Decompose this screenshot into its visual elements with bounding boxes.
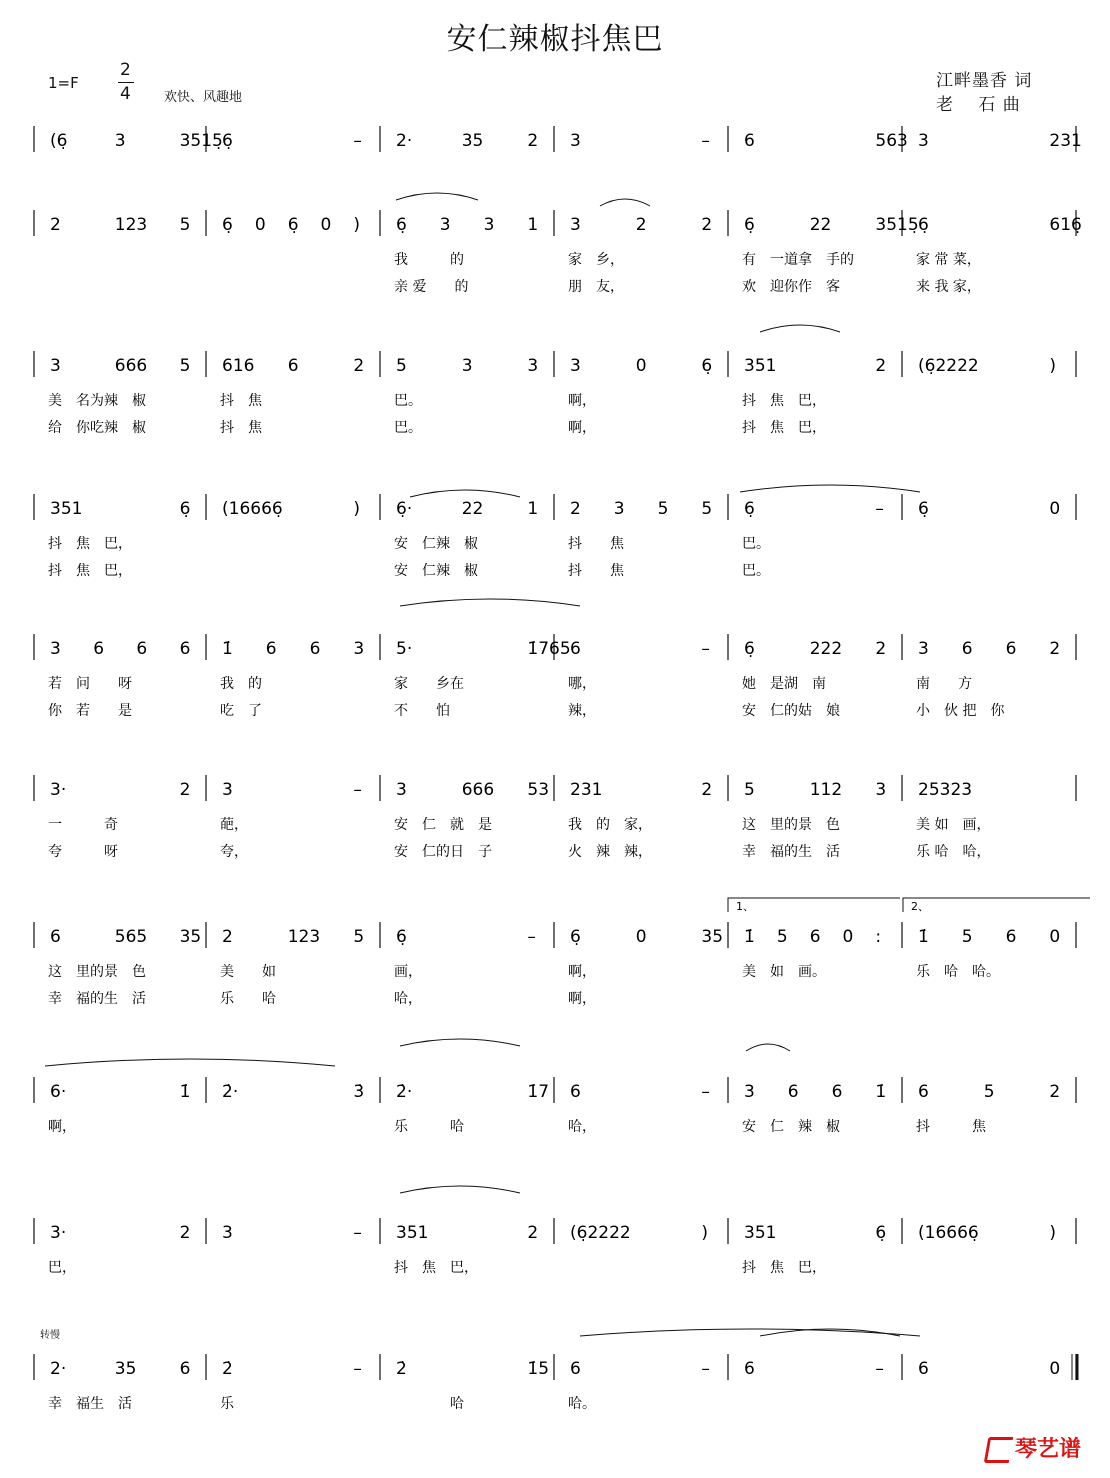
lyric-text: 美 如 画， <box>916 817 991 833</box>
note-group: 6̣ <box>875 1223 887 1243</box>
note-group: 0 <box>320 215 332 235</box>
note-group: 6 <box>179 1359 191 1379</box>
note-group: 6̣ <box>179 499 191 519</box>
lyric-text: 安 仁辣 椒 <box>394 536 478 552</box>
note-group: 231 <box>1049 131 1082 151</box>
note-group: 5 <box>657 499 669 519</box>
note-group: – <box>701 131 710 151</box>
note-group: 3 <box>222 780 233 800</box>
note-group: 35 <box>461 131 484 151</box>
note-group: 222 <box>809 639 843 659</box>
note-group: 2· <box>50 1359 67 1379</box>
lyric-text: 哈， <box>568 1119 596 1135</box>
note-group: (6̣2222 <box>570 1223 631 1243</box>
note-group: 6 <box>1005 639 1017 659</box>
note-group: 1 <box>527 215 539 235</box>
lyric-text: 吃 了 <box>220 703 262 719</box>
note-group: 2̇· <box>396 1082 413 1102</box>
note-group: 3 <box>570 215 581 235</box>
ritardando-marking: 转慢 <box>40 1330 60 1341</box>
note-group: 2 <box>50 215 61 235</box>
watermark-logo <box>986 1432 1081 1463</box>
lyric-text: 朋 友， <box>568 279 624 295</box>
note-group: 6 <box>309 639 321 659</box>
lyric-text: 家 乡， <box>568 252 624 268</box>
note-group: 5· <box>396 639 413 659</box>
note-group: 3 <box>570 356 581 376</box>
note-group: 6 <box>744 1359 755 1379</box>
lyric-text: 我 的 <box>394 252 464 268</box>
note-group: 6̣ <box>396 927 407 947</box>
note-group: 6 <box>136 639 148 659</box>
note-group: 5 <box>776 927 788 947</box>
note-group: 666 <box>461 780 495 800</box>
note-group: 351 <box>744 1223 777 1243</box>
lyric-text: 巴， <box>48 1260 76 1276</box>
lyric-text: 抖 焦 巴， <box>48 536 132 552</box>
note-group: 6 <box>179 639 191 659</box>
note-group: : <box>875 927 882 947</box>
lyric-text: 乐 哈 <box>394 1119 464 1135</box>
slur <box>400 1186 520 1193</box>
lyricist-credit: 江畔墨香 词 <box>936 71 1033 91</box>
note-group: 6 <box>1005 927 1017 947</box>
key-signature: 1=F <box>48 74 79 92</box>
note-group: 2 <box>527 1223 539 1243</box>
note-group: 35 <box>701 927 724 947</box>
note-group: 6 <box>787 1082 799 1102</box>
note-group: 5 <box>701 499 713 519</box>
lyric-text: 乐 哈 哈， <box>916 844 991 860</box>
lyric-text: 乐 <box>220 1396 234 1412</box>
lyric-text: 哈 <box>394 1396 464 1412</box>
note-group: 35 <box>179 927 202 947</box>
note-group: 5 <box>961 927 973 947</box>
lyric-text: 幸 福的生 活 <box>48 991 146 1007</box>
lyric-text: 啊， <box>568 393 596 409</box>
note-group: – <box>353 780 362 800</box>
note-group: 35 <box>114 1359 137 1379</box>
note-group: 6 <box>265 639 277 659</box>
note-group: 2 <box>179 1223 191 1243</box>
note-group: 2 <box>701 780 713 800</box>
lyric-text: 安 仁的日 子 <box>394 844 492 860</box>
slur <box>580 1329 920 1336</box>
note-group: 1̇ <box>744 927 755 947</box>
note-group: 0 <box>842 927 854 947</box>
note-group: 25323 <box>918 780 973 800</box>
note-group: – <box>701 1082 710 1102</box>
note-group: – <box>353 1359 362 1379</box>
note-group: 351 <box>396 1223 429 1243</box>
volta-label-1: 1、 <box>736 900 754 913</box>
note-group: 6 <box>570 1359 581 1379</box>
lyric-text: 葩， <box>220 817 248 833</box>
lyric-text: 一 奇 <box>48 817 118 833</box>
note-group: 3515̣ <box>179 131 223 151</box>
note-group: 0 <box>635 356 647 376</box>
note-group: 3 <box>461 356 473 376</box>
note-group: (16666̣ <box>222 499 283 519</box>
note-group: 6 <box>93 639 105 659</box>
note-group: 6̣ <box>570 927 581 947</box>
note-group: 3 <box>353 639 365 659</box>
note-group: 563 <box>875 131 908 151</box>
lyric-text: 乐 哈 哈。 <box>916 964 1000 980</box>
note-group: 6 <box>570 1082 581 1102</box>
note-group: (6̣ <box>50 131 68 151</box>
note-group: 231 <box>570 780 603 800</box>
lyric-text: 我 的 <box>220 676 262 692</box>
slur <box>410 490 520 497</box>
note-group: 3 <box>875 780 887 800</box>
slur <box>740 485 920 492</box>
slur <box>396 193 478 200</box>
lyric-text: 夸， <box>220 844 248 860</box>
note-group: – <box>701 1359 710 1379</box>
note-group: 6 <box>809 927 821 947</box>
lyric-text: 幸 福的生 活 <box>742 844 840 860</box>
note-group: ) <box>701 1223 709 1243</box>
lyric-text: 抖 焦 <box>220 393 262 409</box>
lyric-text: 幸 福生 活 <box>48 1396 132 1412</box>
lyric-text: 给 你吃辣 椒 <box>48 420 146 436</box>
lyric-text: 有 一道拿 手的 <box>742 252 854 268</box>
note-group: 53 <box>527 780 550 800</box>
note-group: 2 <box>701 215 713 235</box>
note-group: 3515̣ <box>875 215 919 235</box>
note-group: 1̇7 <box>527 1082 550 1102</box>
note-group: 5 <box>396 356 407 376</box>
lyric-text: 来 我 家， <box>916 279 981 295</box>
note-group: 2̇ <box>222 1359 233 1379</box>
note-group: 1 <box>527 499 539 519</box>
note-group: 3 <box>396 780 407 800</box>
note-group: ) <box>353 499 361 519</box>
note-group: 3 <box>439 215 451 235</box>
note-group: 6 <box>831 1082 843 1102</box>
note-group: 6 <box>918 1359 929 1379</box>
note-group: 123 <box>287 927 321 947</box>
lyric-text: 这 里的景 色 <box>742 817 840 833</box>
note-group: – <box>875 499 884 519</box>
note-group: 351 <box>744 356 777 376</box>
note-group: 616 <box>222 356 255 376</box>
note-group: 22 <box>809 215 832 235</box>
note-group: 6̣ <box>222 215 233 235</box>
slur <box>746 1044 790 1051</box>
lyric-text: 哪， <box>568 676 596 692</box>
note-group: 6̣ <box>701 356 713 376</box>
note-group: 3 <box>918 131 929 151</box>
note-group: 3· <box>50 780 67 800</box>
note-group: (16666̣ <box>918 1223 979 1243</box>
note-group: 2 <box>222 927 233 947</box>
note-group: 0 <box>635 927 647 947</box>
lyric-text: 辣， <box>568 703 596 719</box>
note-group: 1̇765 <box>527 639 571 659</box>
note-group: 6 <box>287 356 299 376</box>
lyric-text: 若 问 呀 <box>48 676 132 692</box>
note-group: 6 <box>50 927 61 947</box>
slur <box>400 599 580 606</box>
note-group: 1̇ <box>875 1082 887 1102</box>
note-group: 5 <box>983 1082 995 1102</box>
note-group: 6 <box>744 131 755 151</box>
note-group: 2 <box>875 356 887 376</box>
note-group: 6̣ <box>287 215 299 235</box>
note-group: 565 <box>114 927 148 947</box>
lyric-text: 啊， <box>568 991 596 1007</box>
lyric-text: 啊， <box>568 964 596 980</box>
note-group: 2 <box>527 131 539 151</box>
note-group: 6̣· <box>396 499 413 519</box>
note-group: 3 <box>744 1082 755 1102</box>
lyric-text: 巴。 <box>742 563 770 579</box>
lyric-text: 这 里的景 色 <box>48 964 146 980</box>
lyric-text: 画， <box>394 964 422 980</box>
note-group: 666 <box>114 356 148 376</box>
lyric-text: 乐 哈 <box>220 991 276 1007</box>
note-group: 1̇5 <box>527 1359 550 1379</box>
lyric-text: 巴。 <box>394 420 422 436</box>
note-group: 22 <box>461 499 484 519</box>
slur <box>45 1059 335 1066</box>
lyric-text: 美 名为辣 椒 <box>48 393 146 409</box>
lyric-text: 啊， <box>568 420 596 436</box>
note-group: 0 <box>1049 927 1061 947</box>
note-group: 0 <box>254 215 266 235</box>
note-group: – <box>527 927 536 947</box>
lyric-text: 抖 焦 巴， <box>48 563 132 579</box>
slur <box>760 325 840 332</box>
lyric-text: 夸 呀 <box>48 844 118 860</box>
lyric-text: 安 仁 辣 椒 <box>742 1119 840 1135</box>
note-group: ) <box>1049 1223 1057 1243</box>
note-group: – <box>353 131 362 151</box>
note-group: 1̇ <box>179 1082 191 1102</box>
note-group: 6̣ <box>744 639 755 659</box>
note-group: 2̇ <box>396 1359 407 1379</box>
note-group: ) <box>1049 356 1057 376</box>
tempo-marking: 欢快、风趣地 <box>164 90 243 105</box>
note-group: 6 <box>570 639 581 659</box>
lyric-text: 美 如 <box>220 964 276 980</box>
note-group: 6̣ <box>918 499 929 519</box>
lyric-text: 抖 焦 巴， <box>742 393 826 409</box>
note-group: 3 <box>527 356 539 376</box>
note-group: 1̇ <box>918 927 929 947</box>
note-group: 5 <box>353 927 365 947</box>
note-group: 6 <box>918 1082 929 1102</box>
lyric-text: 火 辣 辣， <box>568 844 652 860</box>
lyric-text: 安 仁的姑 娘 <box>742 703 840 719</box>
note-group: 0 <box>1049 499 1061 519</box>
lyric-text: 欢 迎你作 客 <box>742 279 840 295</box>
note-group: 5 <box>179 356 191 376</box>
note-group: 6̣ <box>744 499 755 519</box>
note-group: 616̣ <box>1049 215 1082 235</box>
note-group: 3 <box>114 131 126 151</box>
lyric-text: 抖 焦 巴， <box>742 1260 826 1276</box>
slur <box>400 1039 520 1046</box>
lyric-text: 抖 焦 巴， <box>394 1260 478 1276</box>
page-title: 安仁辣椒抖焦巴 <box>446 22 664 57</box>
note-group: 3 <box>50 356 61 376</box>
note-group: 0 <box>1049 1359 1061 1379</box>
volta-bracket-2 <box>903 898 1090 912</box>
lyric-text: 巴。 <box>394 393 422 409</box>
watermark-text: 琴艺谱 <box>1015 1437 1082 1462</box>
note-group: 6̣ <box>396 215 407 235</box>
slur <box>600 199 650 206</box>
lyric-text: 她 是湖 南 <box>742 676 826 692</box>
lyric-text: 你 若 是 <box>48 703 132 719</box>
note-group: 2· <box>396 131 413 151</box>
note-group: 2 <box>1049 1082 1061 1102</box>
note-group: 1̇ <box>222 639 233 659</box>
lyric-text: 哈， <box>394 991 422 1007</box>
lyric-text: 美 如 画。 <box>742 964 826 980</box>
lyric-text: 不 怕 <box>394 703 450 719</box>
note-group: 3 <box>570 131 581 151</box>
logo-icon <box>984 1437 1014 1463</box>
lyric-text: 家 乡在 <box>394 676 464 692</box>
lyric-text: 南 方 <box>916 676 972 692</box>
lyric-text: 啊， <box>48 1119 76 1135</box>
note-group: 3 <box>483 215 495 235</box>
note-group: 2 <box>875 639 887 659</box>
note-group: 2 <box>353 356 365 376</box>
lyric-text: 抖 焦 <box>916 1119 986 1135</box>
note-group: 3· <box>50 1223 67 1243</box>
note-group: 112 <box>809 780 843 800</box>
note-group: 3 <box>918 639 929 659</box>
lyric-text: 抖 焦 <box>220 420 262 436</box>
volta-label-2: 2、 <box>911 900 929 913</box>
note-group: 6 <box>961 639 973 659</box>
note-group: 2 <box>1049 639 1061 659</box>
note-group: ) <box>353 215 361 235</box>
lyric-text: 抖 焦 <box>568 536 624 552</box>
note-group: (6̣2222 <box>918 356 979 376</box>
note-group: 5 <box>744 780 755 800</box>
note-group: 5 <box>179 215 191 235</box>
lyric-text: 抖 焦 <box>568 563 624 579</box>
lyric-text: 亲 爱 的 <box>394 279 469 295</box>
lyric-text: 巴。 <box>742 536 770 552</box>
lyric-text: 安 仁辣 椒 <box>394 563 478 579</box>
lyric-text: 哈。 <box>568 1396 596 1412</box>
lyric-text: 小 伙 把 你 <box>916 703 1005 719</box>
note-group: 2 <box>635 215 647 235</box>
time-signature-top: 2 <box>120 60 131 80</box>
note-group: 3 <box>613 499 625 519</box>
note-group: 2 <box>570 499 581 519</box>
note-group: 2̇· <box>222 1082 239 1102</box>
note-group: 351 <box>50 499 83 519</box>
lyric-text: 安 仁 就 是 <box>394 817 492 833</box>
note-group: 3 <box>222 1223 233 1243</box>
lyric-text: 抖 焦 巴， <box>742 420 826 436</box>
note-group: 3̇ <box>353 1082 365 1102</box>
note-group: 3 <box>50 639 61 659</box>
lyric-text: 我 的 家， <box>568 817 652 833</box>
note-group: – <box>353 1223 362 1243</box>
note-group: 6̣ <box>222 131 233 151</box>
note-group: – <box>875 1359 884 1379</box>
composer-credit: 老 石 曲 <box>936 95 1021 115</box>
note-group: 123 <box>114 215 148 235</box>
note-group: 6̣ <box>744 215 755 235</box>
time-signature-bottom: 4 <box>120 84 131 104</box>
note-group: – <box>701 639 710 659</box>
lyric-text: 家 常 菜， <box>916 252 981 268</box>
note-group: 6̣ <box>918 215 929 235</box>
note-group: 2 <box>179 780 191 800</box>
note-group: 6· <box>50 1082 67 1102</box>
